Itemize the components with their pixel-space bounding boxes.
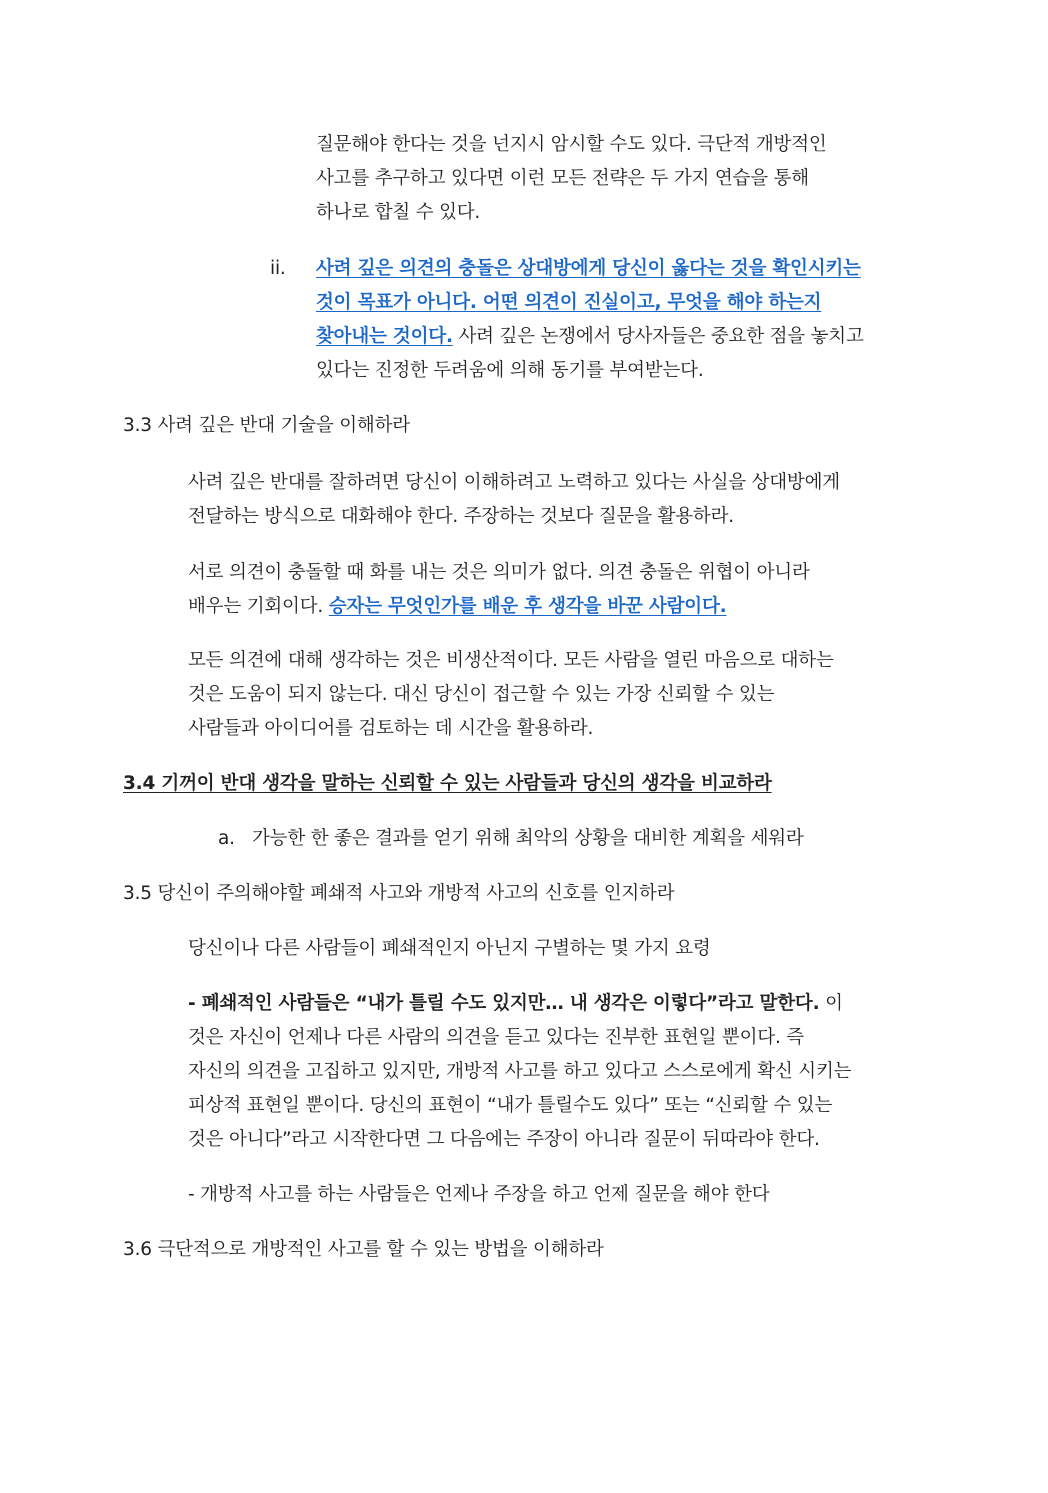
paragraph-line bbox=[316, 324, 864, 350]
paragraph-line: 있다는 진정한 두려움에 의해 동기를 부여받는다. bbox=[316, 360, 704, 381]
paragraph-line: 하나로 합칠 수 있다. bbox=[316, 202, 481, 223]
paragraph-text: 이 bbox=[819, 993, 843, 1014]
list-marker: ii. bbox=[270, 258, 286, 279]
paragraph-line: 자신의 의견을 고집하고 있지만, 개방적 사고를 하고 있다고 스스로에게 확신 시키는 bbox=[188, 1061, 852, 1082]
paragraph-line: 질문해야 한다는 것을 넌지시 암시할 수도 있다. 극단적 개방적인 bbox=[316, 134, 827, 155]
paragraph-line: 피상적 표현일 뿐이다. 당신의 표현이 “내가 틀릴수도 있다” 또는 “신뢰할 수 있는 bbox=[188, 1095, 833, 1116]
paragraph-line bbox=[188, 594, 726, 620]
paragraph-line: 사고를 추구하고 있다면 이런 모든 전략은 두 가지 연습을 통해 bbox=[316, 168, 809, 189]
highlighted-text: 승자는 무엇인가를 배운 후 생각을 바꾼 사람이다. bbox=[328, 596, 727, 617]
section-heading: 3.6 극단적으로 개방적인 사고를 할 수 있는 방법을 이해하라 bbox=[123, 1239, 604, 1260]
paragraph-line: 사람들과 아이디어를 검토하는 데 시간을 활용하라. bbox=[188, 718, 594, 739]
list-marker: a. bbox=[218, 828, 235, 849]
paragraph-line: 당신이나 다른 사람들이 폐쇄적인지 아닌지 구별하는 몇 가지 요령 bbox=[188, 938, 711, 959]
bold-text: - 폐쇄적인 사람들은 “내가 틀릴 수도 있지만… 내 생각은 이렇다”라고 말한다. bbox=[188, 993, 820, 1014]
list-item: 가능한 한 좋은 결과를 얻기 위해 최악의 상황을 대비한 계획을 세워라 bbox=[252, 828, 804, 849]
paragraph-text: 사려 깊은 논쟁에서 당사자들은 중요한 점을 놓치고 bbox=[452, 326, 864, 347]
paragraph-line: - 개방적 사고를 하는 사람들은 언제나 주장을 하고 언제 질문을 해야 한다 bbox=[188, 1184, 770, 1205]
paragraph-line: 전달하는 방식으로 대화해야 한다. 주장하는 것보다 질문을 활용하라. bbox=[188, 506, 734, 527]
section-heading: 3.5 당신이 주의해야할 폐쇄적 사고와 개방적 사고의 신호를 인지하라 bbox=[123, 883, 675, 904]
paragraph-line: 것은 아니다”라고 시작한다면 그 다음에는 주장이 아니라 질문이 뒤따라야 한다. bbox=[188, 1129, 820, 1150]
paragraph-line: 것은 도움이 되지 않는다. 대신 당신이 접근할 수 있는 가장 신뢰할 수 있는 bbox=[188, 684, 775, 705]
paragraph-line: 사려 깊은 반대를 잘하려면 당신이 이해하려고 노력하고 있다는 사실을 상대방에게 bbox=[188, 472, 840, 493]
section-heading: 3.4 기꺼이 반대 생각을 말하는 신뢰할 수 있는 사람들과 당신의 생각을 비교하라 bbox=[123, 773, 772, 794]
paragraph-line bbox=[188, 991, 843, 1017]
paragraph-text: 배우는 기회이다. bbox=[188, 596, 329, 617]
highlighted-text: 사려 깊은 의견의 충돌은 상대방에게 당신이 옳다는 것을 확인시키는 bbox=[316, 258, 861, 279]
paragraph-line: 것은 자신이 언제나 다른 사람의 의견을 듣고 있다는 진부한 표현일 뿐이다. 즉 bbox=[188, 1027, 804, 1048]
highlighted-text: 찾아내는 것이다. bbox=[316, 326, 453, 347]
highlighted-text: 것이 목표가 아니다. 어떤 의견이 진실이고, 무엇을 해야 하는지 bbox=[316, 292, 822, 313]
paragraph-line: 서로 의견이 충돌할 때 화를 내는 것은 의미가 없다. 의견 충돌은 위협이 아니라 bbox=[188, 562, 810, 583]
paragraph-line: 모든 의견에 대해 생각하는 것은 비생산적이다. 모든 사람을 열린 마음으로 대하는 bbox=[188, 650, 834, 671]
section-heading: 3.3 사려 깊은 반대 기술을 이해하라 bbox=[123, 415, 410, 436]
